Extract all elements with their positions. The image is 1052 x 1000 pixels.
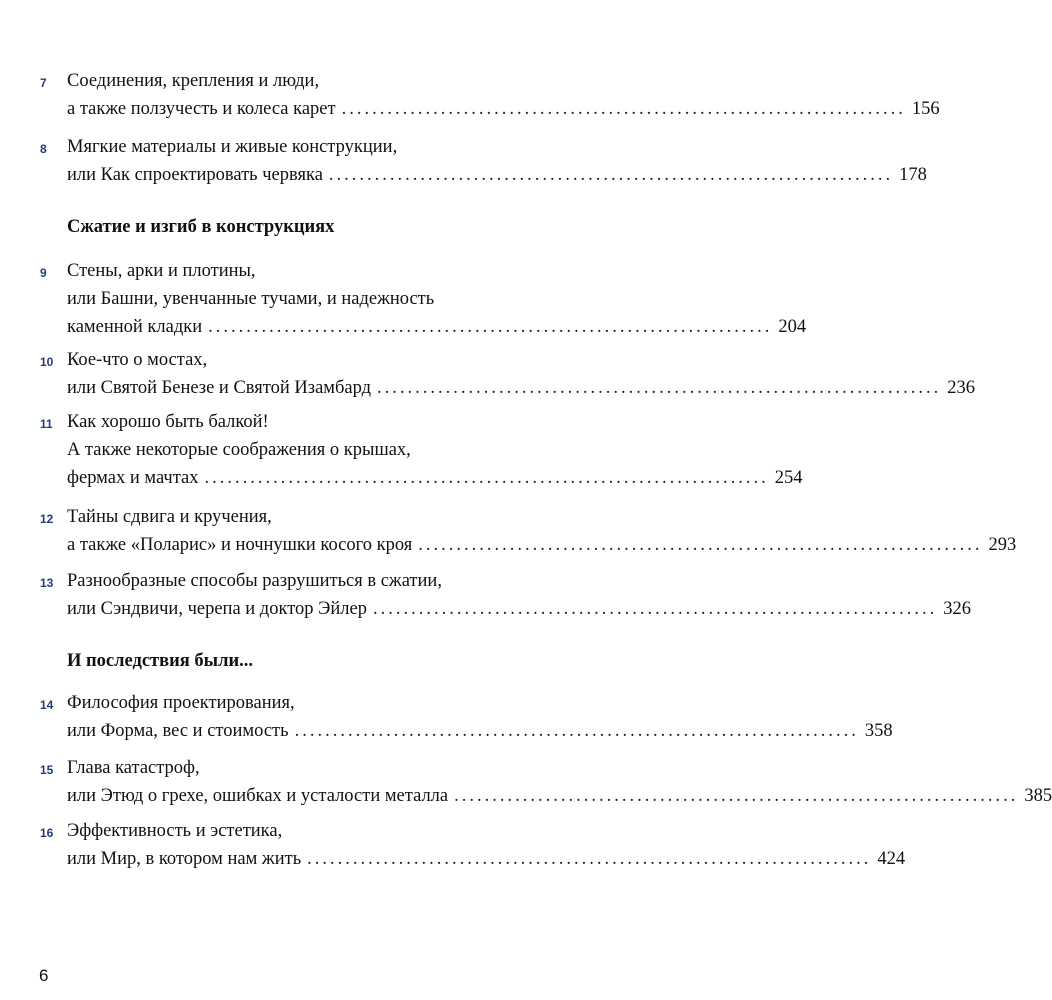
chapter-number: 12 [40,512,54,526]
chapter-title-last-line: или Мир, в котором нам жить .......................................................................... 424 [67,849,906,869]
page-number: 326 [943,599,971,619]
chapter-title-line: Разнообразные способы разрушиться в сжатии, [67,571,442,591]
page-number: 236 [947,378,976,398]
page-number: 204 [778,317,807,337]
dot-leader: .......................................................................... [328,165,894,185]
page-number: 358 [864,721,893,741]
chapter-title-line: Философия проектирования, [67,693,295,713]
chapter-number: 13 [40,576,54,590]
chapter-title-last-line: а также ползучесть и колеса карет .......................................................................... 156 [67,99,940,119]
dot-leader: .......................................................................... [204,468,769,488]
section-heading: И последствия были... [67,651,254,671]
chapter-title-last-line: или Этюд о грехе, ошибках и усталости металла .......................................................................... 385 [67,786,1052,806]
dot-leader: .......................................................................... [377,378,942,398]
chapter-number: 10 [40,355,54,369]
chapter-title-last-line: каменной кладки .......................................................................... 204 [67,317,807,337]
chapter-title-line: Стены, арки и плотины, [67,261,256,281]
chapter-number: 9 [40,266,47,280]
chapter-title-line: Как хорошо быть балкой! [67,412,269,432]
chapter-title-line: Кое-что о мостах, [67,350,208,370]
dot-leader: .......................................................................... [294,721,859,741]
chapter-number: 11 [40,417,53,431]
page-number: 293 [988,535,1017,555]
chapter-title-last-line: или Сэндвичи, черепа и доктор Эйлер .......................................................................... 326 [67,599,971,619]
chapter-title-last-line: фермах и мачтах .......................................................................... 254 [67,468,803,488]
dot-leader: .......................................................................... [372,599,938,619]
chapter-number: 15 [40,763,54,777]
chapter-number: 8 [40,142,47,156]
chapter-title-line: А также некоторые соображения о крышах, [67,440,411,460]
chapter-title-line: Соединения, крепления и люди, [67,71,320,91]
section-heading: Сжатие и изгиб в конструкциях [67,217,335,237]
chapter-title-last-line: или Форма, вес и стоимость .......................................................................... 358 [67,721,893,741]
page-folio: 6 [39,966,49,985]
page-number: 254 [774,468,803,488]
dot-leader: .......................................................................... [307,849,872,869]
chapter-title-line: Мягкие материалы и живые конструкции, [67,137,398,157]
page-number: 178 [899,165,927,185]
dot-leader: .......................................................................... [454,786,1019,806]
chapter-number: 7 [40,76,47,90]
chapter-title-last-line: а также «Поларис» и ночнушки косого кроя .......................................................................... 293 [67,535,1017,555]
page-number: 424 [877,849,906,869]
dot-leader: .......................................................................... [418,535,983,555]
chapter-title-last-line: или Святой Бенезе и Святой Изамбард .......................................................................... 236 [67,378,976,398]
chapter-number: 14 [40,698,54,712]
dot-leader: .......................................................................... [208,317,773,337]
chapter-title-last-line: или Как спроектировать червяка .......................................................................... 178 [67,165,927,185]
page-number: 385 [1024,786,1052,806]
chapter-number: 16 [40,826,54,840]
dot-leader: .......................................................................... [341,99,906,119]
chapter-title-line: Эффективность и эстетика, [67,821,283,841]
chapter-title-line: или Башни, увенчанные тучами, и надежность [67,289,435,309]
chapter-title-line: Глава катастроф, [67,758,200,778]
chapter-title-line: Тайны сдвига и кручения, [67,507,272,527]
page-number: 156 [911,99,940,119]
